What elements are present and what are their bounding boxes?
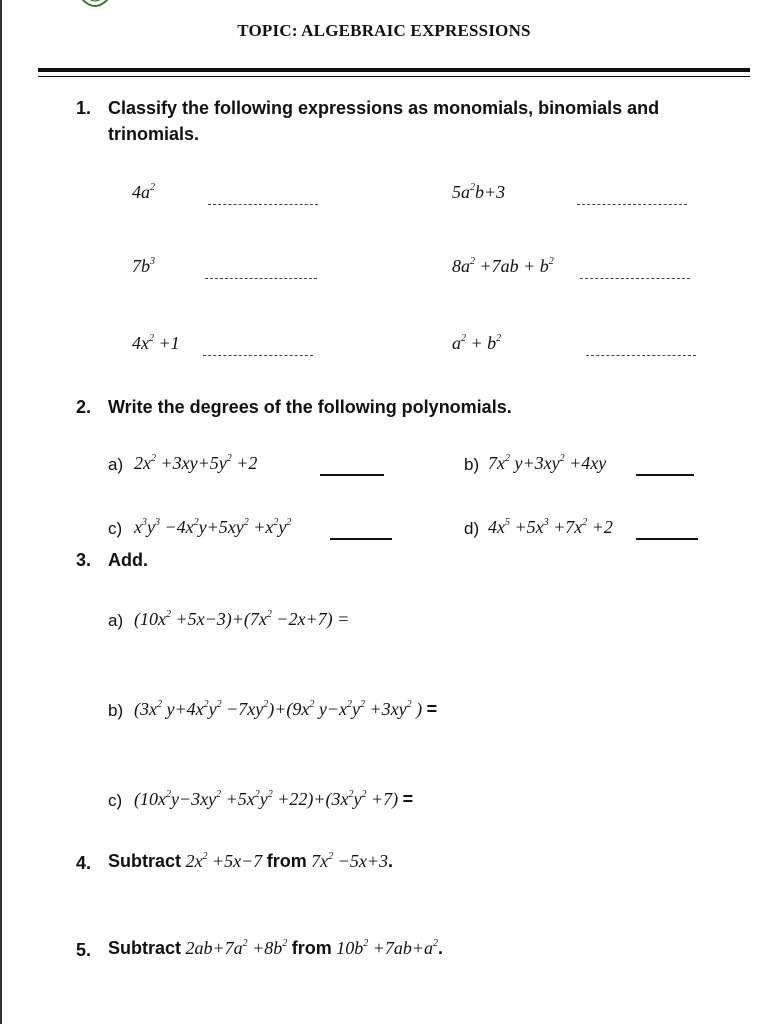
- answer-blank[interactable]: [330, 538, 392, 540]
- page-title: TOPIC: ALGEBRAIC EXPRESSIONS: [237, 21, 531, 40]
- part-b-label: b): [464, 455, 480, 474]
- expression-a2-plus-b2: $a^2 + b^2$: [452, 333, 502, 353]
- expression-5a2b-plus-3: $5a^2b+3$: [452, 182, 506, 202]
- question-1-number: 1.: [76, 98, 92, 118]
- sum-expression-a: $(10x^2 +5x-3)+(7x^2 -2x+7)$ =: [134, 609, 350, 629]
- school-logo-icon: [70, 0, 120, 16]
- question-1-text: Classify the following expressions as monomials, binomials and: [108, 98, 660, 118]
- sum-expression-c: $(10x^2y-3xy^2 +5x^2y^2 +22)+(3x^2y^2 +7)$ =: [134, 789, 414, 809]
- question-5-text: Subtract $2ab+7a^2 +8b^2$ from $10b^2 +7ab+a^2$.: [108, 938, 443, 958]
- answer-blank[interactable]: [636, 538, 698, 540]
- question-2-number: 2.: [76, 397, 92, 417]
- page-edge: [0, 0, 2, 1024]
- polynomial-b: $7x^2$ $y+3xy^2 +4xy$: [488, 453, 607, 473]
- part-b-label: b): [108, 701, 124, 720]
- answer-blank[interactable]: [203, 355, 313, 356]
- polynomial-c: $x^3y^3 -4x^2y+5xy^2 +x^2y^2$: [134, 517, 292, 537]
- sum-expression-b: ($3x^2$ $y+4x^2y^2 -7xy^2)+(9x^2$ $y-x^2y^2 +3xy^2$ ) =: [134, 699, 438, 719]
- question-3-text: Add.: [108, 550, 148, 570]
- part-c-label: c): [108, 519, 123, 538]
- part-a-label: a): [108, 611, 124, 630]
- question-2-text: Write the degrees of the following polynomials.: [108, 397, 512, 417]
- answer-blank[interactable]: [205, 278, 317, 279]
- part-a-label: a): [108, 455, 124, 474]
- question-5-number: 5.: [76, 940, 92, 960]
- header-rule-thin: [38, 76, 750, 77]
- part-c-label: c): [108, 791, 123, 810]
- part-d-label: d): [464, 519, 480, 538]
- answer-blank[interactable]: [577, 204, 687, 205]
- answer-blank[interactable]: [320, 474, 384, 476]
- expression-8a2-7ab-b2: $8a^2 +7ab + b^2$: [452, 256, 554, 276]
- answer-blank[interactable]: [586, 355, 696, 356]
- question-4-text: Subtract $2x^2 +5x-7$ from $7x^2 -5x+3$.: [108, 851, 393, 871]
- expression-7b3: $7b^3$: [132, 256, 155, 276]
- question-3-number: 3.: [76, 550, 92, 570]
- expression-4a2: $4a^2$: [132, 182, 155, 202]
- question-1-text-line2: trinomials.: [108, 124, 200, 144]
- answer-blank[interactable]: [208, 204, 318, 205]
- polynomial-d: $4x^5 +5x^3 +7x^2 +2$: [488, 517, 613, 537]
- answer-blank[interactable]: [636, 474, 694, 476]
- question-4-number: 4.: [76, 853, 92, 873]
- header-rule: [38, 68, 750, 72]
- expression-4x2-plus-1: $4x^2 +1$: [132, 333, 180, 353]
- answer-blank[interactable]: [580, 278, 690, 279]
- polynomial-a: $2x^2 +3xy+5y^2 +2$: [134, 453, 258, 473]
